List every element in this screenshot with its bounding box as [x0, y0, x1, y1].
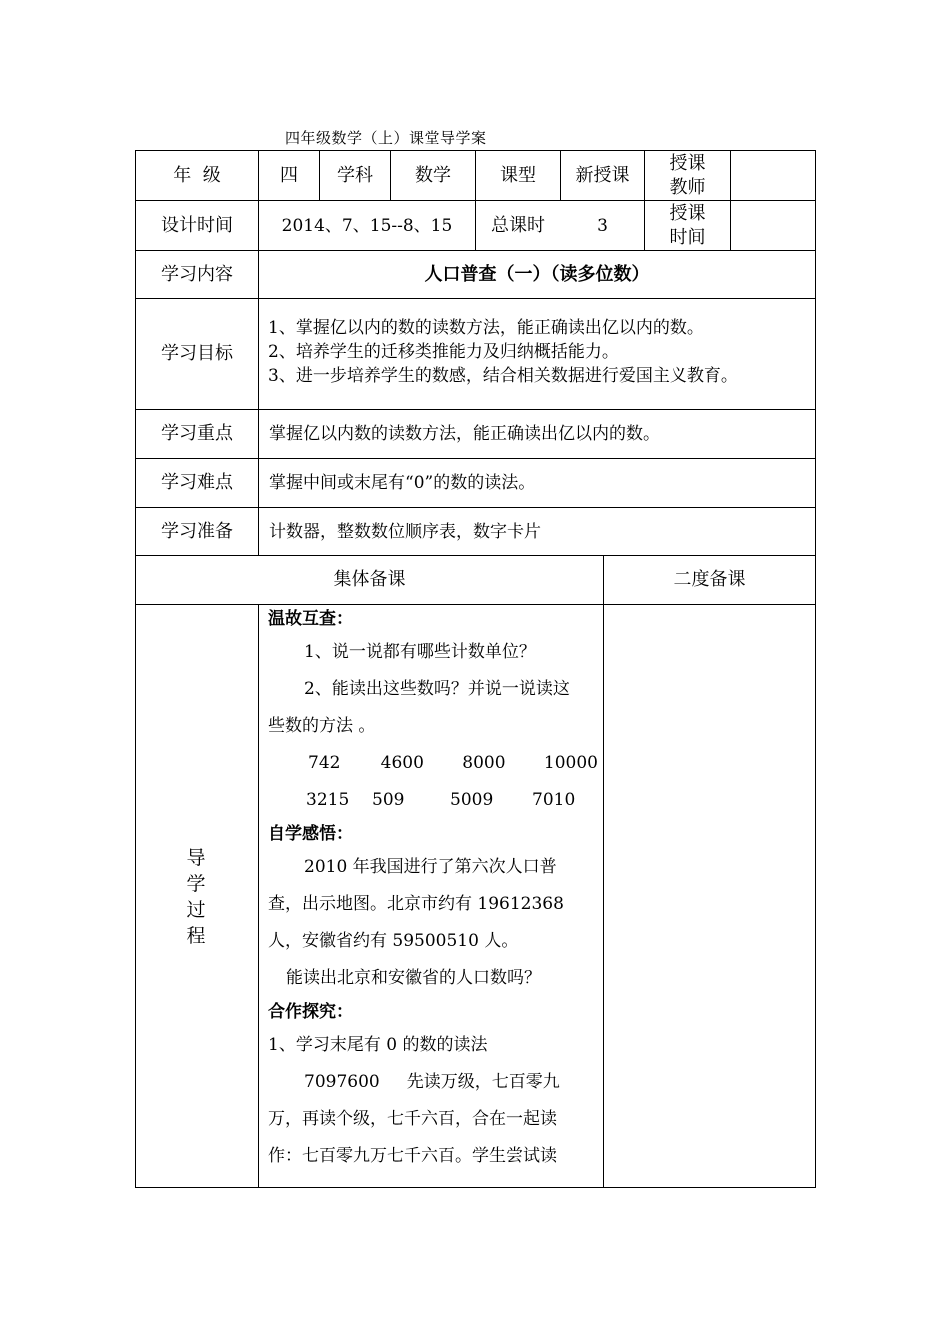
teaching-time-label-line2: 时间: [669, 226, 706, 248]
review-heading: 温故互查：: [268, 609, 353, 629]
design-time-value: 2014、7、15--8、15: [281, 215, 453, 236]
process-label-char: 程: [186, 925, 206, 947]
total-hours-value: 3: [597, 215, 608, 236]
teaching-time-label-line1: 授课: [669, 202, 706, 224]
prep-label: 学习准备: [161, 520, 233, 542]
col-divider: [258, 604, 259, 1188]
process-label-char: 导: [186, 847, 206, 869]
key-point-value: 掌握亿以内数的读数方法，能正确读出亿以内的数。: [269, 424, 660, 444]
review-question: 2、能读出这些数吗？并说一说读这: [304, 679, 570, 699]
lesson-type-value: 新授课: [575, 164, 630, 186]
number-item: 10000: [543, 753, 598, 773]
goals-label: 学习目标: [161, 343, 233, 364]
self-study-text: 查，出示地图。北京市约有 19612368: [268, 894, 564, 914]
teacher-label: [645, 151, 730, 200]
prep-value: 计数器，整数数位顺序表，数字卡片: [269, 521, 541, 542]
grade-label: 年 级: [173, 164, 221, 186]
difficulty-value: 掌握中间或末尾有“0”的数的读法。: [269, 473, 536, 493]
number-item: 3215: [306, 790, 350, 810]
process-label-char: 过: [186, 899, 206, 921]
review-question-cont: 些数的方法 。: [268, 716, 376, 736]
process-label: [186, 845, 206, 949]
process-content: [268, 604, 598, 1175]
number-item: 5009: [450, 790, 494, 810]
subject-label: 学科: [337, 164, 373, 186]
self-study-text: 2010 年我国进行了第六次人口普: [304, 857, 557, 877]
coop-text: 万，再读个级，七千六百，合在一起读: [268, 1109, 557, 1129]
lesson-type-label: 课型: [500, 164, 536, 186]
teaching-time-label: [645, 201, 730, 250]
col-divider: [603, 555, 604, 1188]
teacher-label-line2: 教师: [669, 176, 706, 198]
subject-value: 数学: [415, 164, 451, 186]
content-value: 人口普查（一）（读多位数）: [424, 263, 650, 285]
self-study-question: 能读出北京和安徽省的人口数吗？: [286, 968, 541, 988]
self-study-text: 人，安徽省约有 59500510 人。: [268, 931, 519, 951]
coop-text: 作：七百零九万七千六百。学生尝试读: [268, 1146, 557, 1166]
coop-text: 7097600 先读万级，七百零九: [304, 1072, 560, 1092]
numbers-row: [268, 782, 598, 819]
teacher-value: [731, 151, 815, 200]
goals-list: [268, 316, 738, 388]
teacher-label-line1: 授课: [669, 152, 706, 174]
grade-value: 四: [280, 164, 298, 186]
collective-prep-header: 集体备课: [333, 569, 406, 590]
design-time-label: 设计时间: [161, 214, 233, 236]
number-item: 509: [372, 790, 405, 810]
table-border-bottom: [135, 1187, 816, 1188]
page-title: 四年级数学（上）课堂导学案: [285, 129, 487, 147]
review-question: 1、说一说都有哪些计数单位？: [304, 642, 536, 662]
numbers-row: [268, 745, 598, 782]
second-prep-header: 二度备课: [673, 569, 746, 590]
number-item: 7010: [532, 790, 576, 810]
key-point-label: 学习重点: [161, 423, 233, 444]
table-border-right: [815, 150, 816, 1188]
content-label: 学习内容: [161, 263, 233, 285]
goal-item: 3、进一步培养学生的数感，结合相关数据进行爱国主义教育。: [268, 366, 738, 386]
coop-heading: 合作探究：: [268, 1002, 353, 1022]
difficulty-label: 学习难点: [161, 472, 233, 493]
process-label-char: 学: [186, 873, 206, 895]
coop-item: 1、学习末尾有 0 的数的读法: [268, 1035, 488, 1055]
number-item: 742: [308, 753, 341, 773]
self-study-heading: 自学感悟：: [268, 824, 353, 844]
goal-item: 2、培养学生的迁移类推能力及归纳概括能力。: [268, 342, 619, 362]
number-item: 4600: [380, 753, 424, 773]
number-item: 8000: [462, 753, 506, 773]
teaching-time-value: [731, 201, 815, 250]
total-hours-label: 总课时: [491, 214, 545, 236]
goal-item: 1、掌握亿以内的数的读数方法，能正确读出亿以内的数。: [268, 318, 704, 338]
